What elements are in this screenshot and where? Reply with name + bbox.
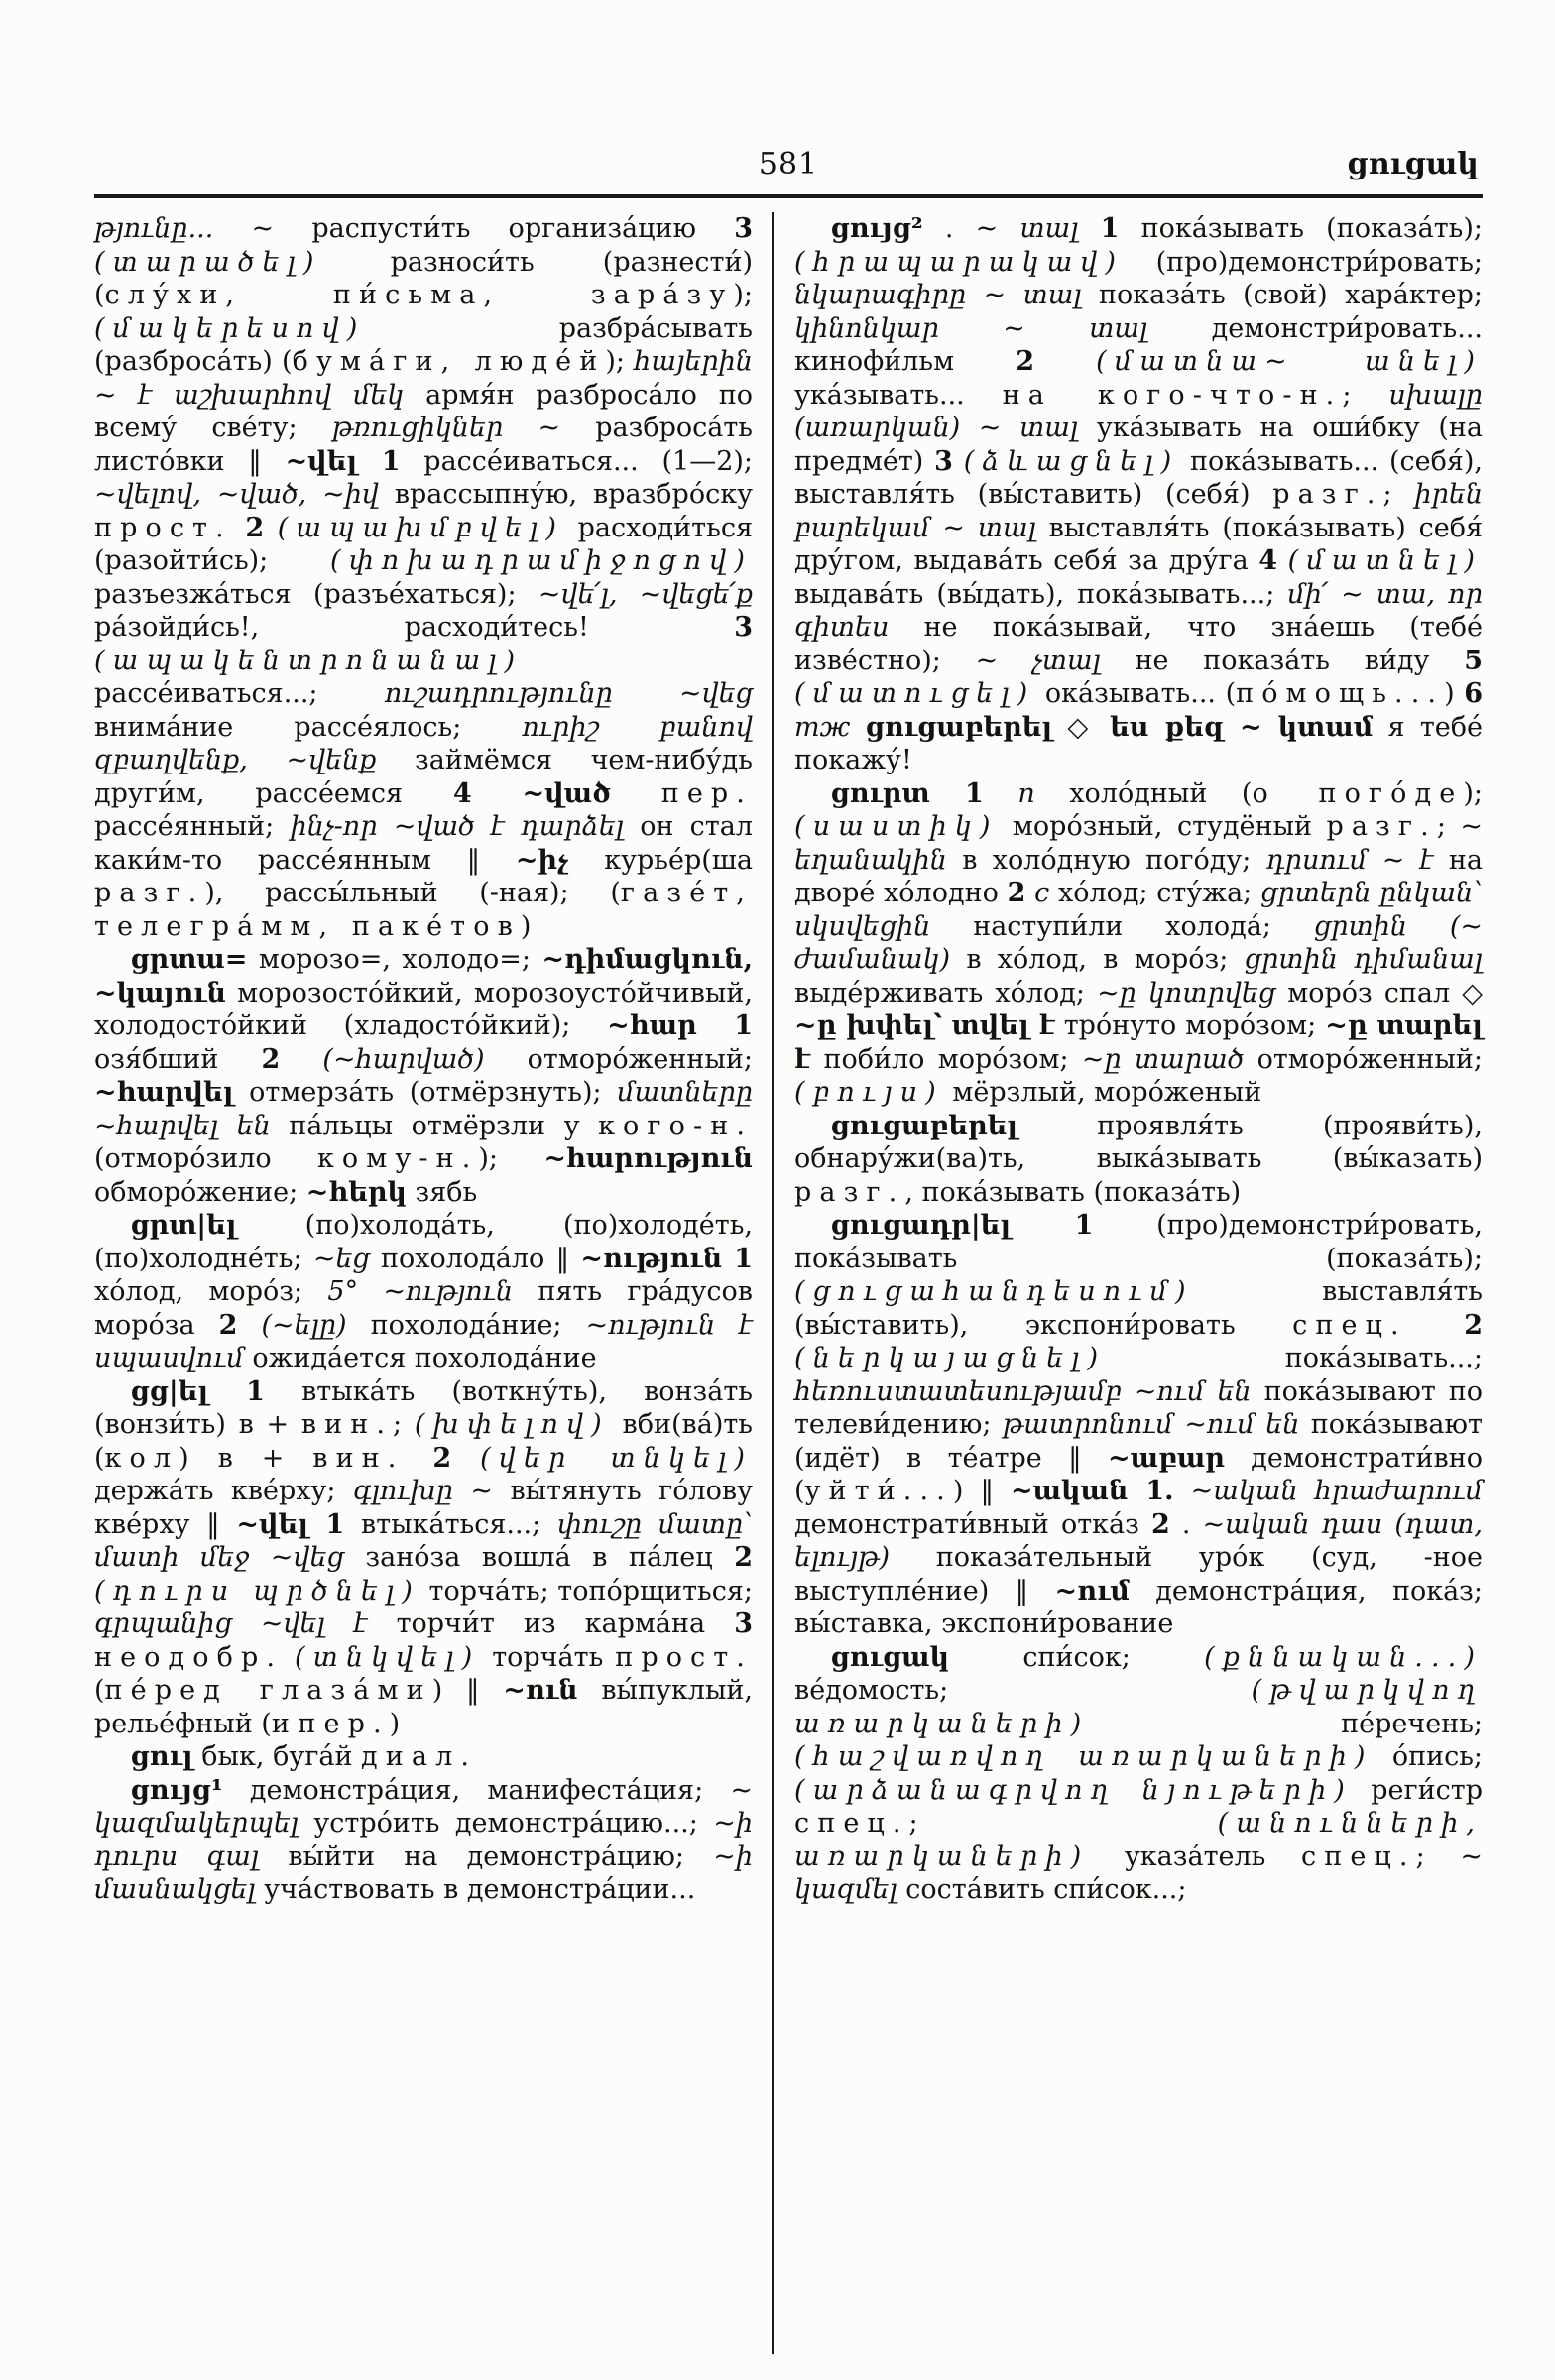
text-run: ~ական դաս (դատ, ելույթ): [794, 1508, 1483, 1573]
text-run: (մատնել): [1287, 545, 1483, 576]
text-run: прост.: [615, 1641, 753, 1673]
text-run: ~դիմացկուն, ~կայուն: [94, 944, 753, 1009]
text-run: торчи́т из карма́на: [396, 1608, 735, 1639]
text-run: по́мощь...: [1236, 678, 1445, 709]
text-run: показа́ть (свой) хара́ктер;: [1098, 280, 1483, 310]
text-run: ցուլ: [130, 1741, 193, 1772]
text-run: ~եց: [312, 1243, 382, 1274]
text-run: вы́тянуть го́лову кве́рху ‖: [94, 1476, 753, 1540]
text-run: 3: [934, 445, 953, 477]
text-run: проявля́ть (прояви́ть), обнару́жи(ва)ть, выка́зывать (вы́казать): [794, 1110, 1483, 1174]
text-run: газе́т, телегра́мм, паке́тов: [94, 878, 753, 942]
text-run: я тебе́ покажу́!: [794, 711, 1483, 775]
text-run: холо́дный (: [1034, 777, 1253, 809]
text-run: рассе́янный;: [94, 811, 291, 842]
text-run: рассе́иваться...;: [94, 678, 385, 709]
text-run: внима́ние рассе́ялось;: [94, 711, 523, 743]
text-run: в холо́дную пого́ду;: [962, 844, 1266, 876]
text-run: ;: [1382, 479, 1415, 510]
text-run: морозосто́йкий, морозоусто́йчивый, холодосто́йкий (хладосто́йкий);: [94, 977, 753, 1041]
text-run: ես քեզ ~ կտամ: [1110, 711, 1374, 743]
text-run: бума́ги, люде́й: [292, 346, 606, 377]
page-number: 581: [758, 147, 819, 181]
text-run: хо́лод; сту́жа;: [1049, 878, 1261, 908]
text-run: ◇: [1052, 711, 1111, 743]
text-run: ;: [908, 1808, 1218, 1839]
text-run: зябь: [406, 1176, 478, 1208]
text-run: );: [1463, 777, 1483, 809]
text-run: на дворе́ хо́лодно: [794, 844, 1483, 908]
header-guide-word: ցուցակ: [1347, 147, 1479, 181]
text-run: тж: [794, 711, 866, 743]
text-run: [451, 1443, 480, 1474]
text-run: спи́сок;: [949, 1641, 1205, 1673]
column-right: [774, 212, 1483, 2354]
text-run: ~ի դուրս գալ: [94, 1808, 753, 1872]
text-run: ;: [1436, 811, 1461, 842]
text-run: ցույց¹: [130, 1774, 223, 1806]
dictionary-entry: [794, 1110, 1483, 1210]
text-run: ցույց²: [830, 213, 923, 244]
text-run: կինոնկար ~ տալ: [794, 312, 1212, 344]
text-run: 2: [218, 1309, 238, 1341]
text-run: ~հարվել: [94, 1077, 234, 1108]
text-run: (ձևացնել): [963, 445, 1180, 477]
text-run: [472, 778, 523, 809]
text-run: на кого-что-н.: [1002, 379, 1343, 411]
text-run: ~վել 1: [236, 1508, 345, 1540]
dictionary-entry: [94, 1375, 753, 1741]
text-run: бык, буга́й: [192, 1741, 362, 1772]
text-run: ցրտ|ել: [130, 1210, 237, 1241]
text-run: показа́тельный уро́к (суд, -ное выступле́ние) ‖: [794, 1542, 1483, 1606]
text-run: отморо́женный;: [484, 1043, 753, 1075]
text-run: (по)холода́ть, (по)холоде́ть, (по)холодне́ть;: [94, 1210, 753, 1274]
text-run: [264, 513, 278, 543]
text-run: ~ի մասնակցել: [94, 1841, 754, 1905]
text-run: обморо́жение;: [94, 1176, 306, 1208]
text-run: ~ը տարել է: [794, 1011, 1483, 1075]
text-run: неодобр.: [94, 1641, 284, 1673]
text-run: втыка́ть (воткну́ть), вонза́ть (вонзи́ть) в +: [94, 1375, 753, 1440]
text-run: ~աբար: [1108, 1442, 1225, 1474]
text-run: моро́з спал ◇: [1287, 977, 1483, 1009]
text-run: (ապախմբվել): [277, 512, 565, 543]
text-run: поби́ло моро́зом;: [810, 1043, 1082, 1075]
text-run: [280, 1044, 322, 1075]
text-run: спец.: [1301, 1841, 1416, 1872]
text-run: ~ական 1.: [1011, 1476, 1174, 1506]
text-run: [1034, 346, 1096, 377]
text-run: գլուխը ~: [352, 1476, 511, 1506]
text-run: пока́зывать... (себя́), выставля́ть (вы́ставить) (себя́): [794, 445, 1483, 510]
text-run: уйти́...: [804, 1476, 953, 1506]
text-run: демонстра́ция, пока́з; вы́ставка, экспони́рование: [794, 1575, 1483, 1639]
text-run: расходи́ться (разойти́сь);: [94, 512, 753, 576]
text-run: втыка́ться...;: [344, 1508, 557, 1540]
text-run: врассыпну́ю, вразбро́ску: [394, 479, 753, 510]
text-run: 3: [734, 612, 753, 643]
text-run: 1: [1100, 213, 1120, 244]
dictionary-entry: [794, 777, 1483, 1110]
text-run: разг.: [94, 878, 205, 908]
text-run: ): [1444, 678, 1465, 709]
text-run: кого-н.: [598, 1110, 753, 1141]
text-run: уча́ствовать в демонстра́ции...: [264, 1874, 696, 1905]
text-run: (հաշվառվող առարկաների): [794, 1741, 1374, 1772]
text-run: он стал каки́м-то рассе́янным ‖: [94, 811, 753, 876]
text-run: в хо́лод, в моро́з;: [966, 944, 1245, 975]
text-run: отморо́женный;: [1256, 1043, 1483, 1075]
text-run: кому-н.: [316, 1143, 479, 1174]
text-run: ~ տալ: [975, 213, 1101, 244]
text-run: (մատնա~ անել): [1096, 346, 1483, 377]
text-run: соста́вить спи́сок...;: [905, 1874, 1187, 1905]
text-run: 2: [734, 1542, 753, 1573]
text-run: [1277, 545, 1288, 576]
text-run: (մակերեսով): [94, 312, 366, 344]
text-run: ве́домость;: [794, 1675, 1252, 1706]
text-run: .: [922, 213, 976, 244]
text-run: .: [1169, 1508, 1203, 1540]
text-run: ~ կազմել: [794, 1841, 1483, 1905]
text-run: դրսում ~ է: [1265, 844, 1449, 876]
text-run: (отморо́зило: [94, 1143, 317, 1174]
text-run: прост.: [94, 512, 232, 543]
text-run: моро́зный, студёный: [998, 811, 1327, 842]
text-run: ;: [1342, 379, 1389, 411]
text-run: морозо=, холодо=;: [247, 944, 542, 975]
text-run: 2: [432, 1442, 452, 1474]
text-run: озя́бший: [94, 1043, 262, 1075]
text-run: вби(ва́)ть (: [94, 1409, 753, 1474]
text-run: ): [389, 1708, 401, 1739]
text-run: (ցուցահանդեսում): [794, 1276, 1194, 1307]
text-run: (խփելով): [414, 1409, 610, 1440]
text-run: ուրիշ բանով զբաղվենք, ~վենք: [94, 711, 753, 775]
text-run: ): [520, 910, 532, 942]
text-run: մատները ~հարվել են: [94, 1077, 753, 1141]
text-run: 2: [1464, 1309, 1483, 1341]
text-run: (բույս): [794, 1077, 944, 1108]
text-run: спец.: [1292, 1309, 1407, 1341]
text-run: пока́зывают по телеви́дению;: [794, 1375, 1484, 1440]
text-run: разг.: [1272, 479, 1383, 510]
text-run: пер.: [660, 777, 753, 809]
text-run: разъезжа́ться (разъе́хаться);: [94, 578, 538, 610]
text-run: ~ը խփել՝ տվել է: [794, 1011, 1055, 1041]
text-run: ~ը տարած: [1081, 1043, 1257, 1075]
text-run: (հրապարակավ): [794, 246, 1125, 278]
text-run: зано́за вошла́ в па́лец: [365, 1542, 735, 1573]
text-run: 3: [734, 213, 753, 244]
text-run: ~ված: [522, 777, 611, 809]
text-run: демонстри́ровать... кинофи́льм: [794, 312, 1483, 377]
text-run: разг.: [1326, 811, 1437, 842]
text-run: (վեր տնկել): [480, 1442, 753, 1474]
text-run: 3: [734, 1608, 753, 1639]
text-run: о пого́де: [1252, 777, 1464, 809]
text-run: демонстра́ция, манифеста́ция;: [222, 1774, 731, 1806]
text-run: 2: [1150, 1508, 1170, 1540]
dictionary-entry: [94, 1209, 753, 1375]
text-run: ), рассы́льный (-ная); (: [204, 878, 621, 908]
text-run: );: [733, 280, 753, 310]
text-run: указа́тель: [1089, 1841, 1302, 1872]
column-left: [94, 212, 753, 2354]
text-run: пока́зывать...;: [1106, 1343, 1483, 1373]
text-run: 2: [1007, 878, 1026, 908]
dictionary-entry: [94, 1740, 753, 1774]
text-run: (քննական...): [1204, 1641, 1483, 1673]
text-run: выставля́ть (вы́ставить), экспони́ровать: [794, 1276, 1483, 1341]
text-run: па́льцы отмёрзли у: [289, 1110, 599, 1141]
text-run: ука́зывать на оши́бку (на предме́т): [794, 413, 1483, 477]
text-run: о́пись;: [1373, 1741, 1483, 1772]
text-run: выде́рживать хо́лод;: [794, 977, 1098, 1009]
text-run: демонстрати́вный отка́з: [794, 1508, 1151, 1540]
header-rule: [94, 194, 1483, 198]
text-run: ука́зывать...: [794, 379, 1003, 411]
dictionary-entry: [94, 212, 753, 943]
text-run: ожида́ется похолода́ние: [252, 1343, 597, 1373]
text-run: ցրտա=: [130, 944, 248, 975]
text-run: ցուցաբերել: [830, 1110, 1018, 1141]
text-run: ;: [1415, 1841, 1461, 1872]
text-run: թատրոնում ~ում են: [1002, 1409, 1311, 1440]
text-run: (տարածել): [94, 246, 322, 278]
text-run: ~ում: [1054, 1575, 1130, 1606]
text-run: մի՛ ~ տա, որ գիտես: [794, 578, 1483, 643]
text-run: [611, 778, 661, 809]
text-run: (արձանագրվող նյութերի): [794, 1774, 1353, 1806]
text-run: 6: [1464, 678, 1483, 709]
text-run: (տնկվել): [294, 1641, 481, 1673]
text-run: не показа́ть ви́ду: [1135, 645, 1465, 676]
dictionary-entry: [794, 212, 1483, 777]
text-run: [237, 1310, 261, 1341]
text-run: ~ուն: [503, 1675, 578, 1706]
text-run: 4: [1258, 545, 1278, 576]
text-run: );: [478, 1143, 544, 1174]
text-run: ~ կազմակերպել: [94, 1774, 753, 1839]
text-run: ра́зойди́сь!, расходи́тесь!: [94, 612, 735, 643]
text-run: устро́ить демонстра́цию...;: [313, 1808, 714, 1839]
text-run: пе́ред глаза́ми: [104, 1675, 432, 1706]
text-run: (փոխադրամիջոցով): [329, 545, 753, 576]
text-run: демонстрати́вно (: [794, 1442, 1483, 1506]
text-run: спец.: [794, 1808, 909, 1839]
text-run: тро́нуто моро́зом;: [1054, 1011, 1326, 1041]
text-run: ) ‖: [431, 1675, 504, 1706]
text-run: ցրտին դիմանալ: [1244, 944, 1483, 975]
text-run: ~վե՛լ, ~վեցե՛ք: [538, 578, 753, 610]
text-run: (~հարված): [322, 1043, 485, 1075]
text-run: [984, 778, 1018, 809]
text-run: (անունների, առարկաների): [794, 1808, 1483, 1872]
text-run: разброса́ть листо́вки ‖: [94, 413, 753, 477]
text-run: реги́стр: [1352, 1774, 1483, 1806]
text-run: 2: [1016, 346, 1034, 377]
text-run: (: [94, 1675, 105, 1706]
text-run: ~վել 1: [285, 445, 401, 477]
text-run: мёрзлый, моро́женый: [943, 1077, 1262, 1108]
text-run: вы́йти на демонстра́цию;: [288, 1841, 714, 1872]
text-run: [232, 513, 246, 543]
text-run: հայերին ~ է աշխարհով մեկ: [94, 346, 753, 411]
text-run: (про)демонстри́ровать;: [1124, 246, 1483, 278]
text-run: диал.: [361, 1741, 477, 1772]
text-run: սխալը (առարկան) ~ տալ: [794, 379, 1483, 443]
text-run: похолода́ло ‖: [381, 1243, 581, 1274]
text-run: գրպանից ~վել է: [94, 1608, 397, 1639]
text-run: 2: [261, 1043, 281, 1075]
text-run: (սաստիկ): [794, 811, 999, 842]
text-run: ցց|ել 1: [130, 1375, 265, 1407]
dictionary-page: [94, 0, 1483, 2354]
text-run: отмерза́ть (отмёрзнуть);: [233, 1077, 618, 1108]
text-run: пока́зывать (показа́ть);: [1119, 213, 1484, 244]
text-run: ցրտին (~ ժամանակ): [794, 910, 1483, 975]
text-run: [953, 446, 964, 477]
text-run: փուշը մատը՝ մատի մեջ ~վեց: [94, 1508, 753, 1573]
text-run: рассе́иваться... (1—2);: [400, 445, 754, 477]
text-run: [1174, 1476, 1191, 1506]
text-run: пока́зывают (идёт) в те́атре ‖: [794, 1409, 1483, 1474]
dictionary-entry: [94, 1774, 753, 1907]
text-run: ~հար 1: [607, 1011, 753, 1041]
text-run: торча́ть; топо́рщиться;: [419, 1575, 753, 1606]
text-run: разноси́ть (разнести́) (: [94, 246, 753, 310]
text-run: займёмся чем-нибу́дь други́м, рассе́емся: [94, 745, 753, 809]
text-run: разбра́сывать (разброса́ть) (: [94, 312, 753, 377]
text-run: ока́зывать... (: [1035, 678, 1237, 709]
text-run: (ապակենտրոնանալ): [94, 645, 524, 676]
text-run: ցուցաբերել: [865, 711, 1053, 743]
text-run: ~վելով, ~ված, ~իվ: [94, 479, 395, 510]
text-run: армя́н разброса́ло по всему́ све́ту;: [94, 379, 753, 443]
text-run: ~իչ: [515, 844, 569, 876]
text-run: пе́речень;: [1089, 1708, 1483, 1739]
dictionary-entry: [94, 943, 753, 1209]
text-run: держа́ть кве́рху;: [94, 1476, 353, 1506]
text-run: ցուրտ 1: [830, 777, 984, 809]
text-run: ինչ-որ ~ված է դարձել: [290, 811, 641, 842]
text-run: ~ չտալ: [975, 645, 1136, 676]
text-run: [404, 1443, 432, 1474]
text-run: ցրտերն ընկան՝ սկսվեցին: [794, 878, 1483, 942]
text-run: , пока́зывать (показа́ть): [904, 1176, 1242, 1208]
text-run: 5° ~ություն: [327, 1276, 538, 1307]
text-run: не пока́зывай, что зна́ешь (тебе́ изве́стно);: [794, 612, 1483, 676]
text-run: ~ություն 1: [580, 1243, 754, 1274]
text-run: ~ը կոտրվեց: [1097, 977, 1288, 1009]
dictionary-entry: [794, 1641, 1483, 1907]
text-run: разг.: [794, 1176, 905, 1208]
text-run: ~հարություն: [543, 1143, 753, 1174]
text-run: пять гра́дусов моро́за: [94, 1276, 753, 1341]
text-run: թյունը... ~: [94, 213, 312, 244]
text-run: ) ‖: [952, 1476, 1012, 1506]
text-run: թռուցիկներ ~: [331, 413, 596, 443]
text-run: իրեն բարեկամ ~ տալ: [794, 479, 1483, 543]
text-run: слу́хи, пи́сьма, зара́зу: [104, 280, 734, 310]
text-run: (ներկայացնել): [794, 1343, 1107, 1373]
text-run: курье́р(ша: [568, 844, 753, 876]
text-run: նկարագիրը ~ տալ: [794, 280, 1099, 310]
text-run: выставля́ть (пока́зывать) себя́ дру́гом, выдава́ть себя́ за дру́га: [794, 512, 1483, 576]
text-run: հեռուստատեսությամբ ~ում են: [794, 1375, 1264, 1407]
page-header: [94, 147, 1483, 186]
dictionary-entry: [794, 1209, 1483, 1641]
text-run: (դուրս պրծնել): [94, 1575, 420, 1606]
text-run: [283, 1642, 295, 1673]
text-run: (~ելը): [261, 1309, 347, 1341]
text-run: ~ություն է սպասվում: [94, 1309, 754, 1373]
text-run: (թվարկվող առարկաների): [794, 1675, 1483, 1739]
text-run: [1025, 878, 1034, 908]
text-run: ~ եղանակին: [794, 811, 1483, 876]
text-run: ցուցակ: [830, 1641, 950, 1673]
text-run: вин.: [300, 1409, 394, 1440]
text-columns: [94, 212, 1483, 2354]
text-run: 5: [1464, 645, 1483, 676]
text-run: (про)демонстри́ровать, пока́зывать (показа́ть);: [794, 1210, 1483, 1274]
text-run: ~ական հրաժարում: [1190, 1476, 1483, 1506]
text-run: (մատուցել): [794, 678, 1036, 709]
text-run: торча́ть: [480, 1641, 616, 1673]
text-run: ուշադրությունը ~վեց: [384, 678, 753, 709]
text-run: ցուցադր|ել 1: [830, 1210, 1094, 1241]
text-run: 2: [245, 512, 265, 543]
text-run: п: [1017, 777, 1035, 809]
text-run: наступи́ли холода́;: [973, 910, 1314, 942]
text-run: вин.: [312, 1442, 405, 1474]
text-run: пер.: [298, 1708, 390, 1739]
text-run: );: [605, 346, 635, 377]
text-run: с: [1034, 878, 1050, 908]
text-run: ~հերկ: [305, 1176, 407, 1208]
text-run: распусти́ть организа́цию: [311, 213, 735, 244]
text-run: похолода́ние;: [346, 1309, 586, 1341]
text-run: выдава́ть (вы́дать), пока́зывать...;: [794, 578, 1288, 610]
text-run: хо́лод, моро́з;: [94, 1276, 328, 1307]
text-run: ) в +: [179, 1442, 313, 1474]
text-run: кол: [104, 1442, 179, 1474]
text-run: 4: [452, 777, 472, 809]
text-run: вы́пуклый, релье́фный (и: [94, 1675, 754, 1739]
text-run: [1407, 1310, 1465, 1341]
text-run: ;: [393, 1409, 415, 1440]
